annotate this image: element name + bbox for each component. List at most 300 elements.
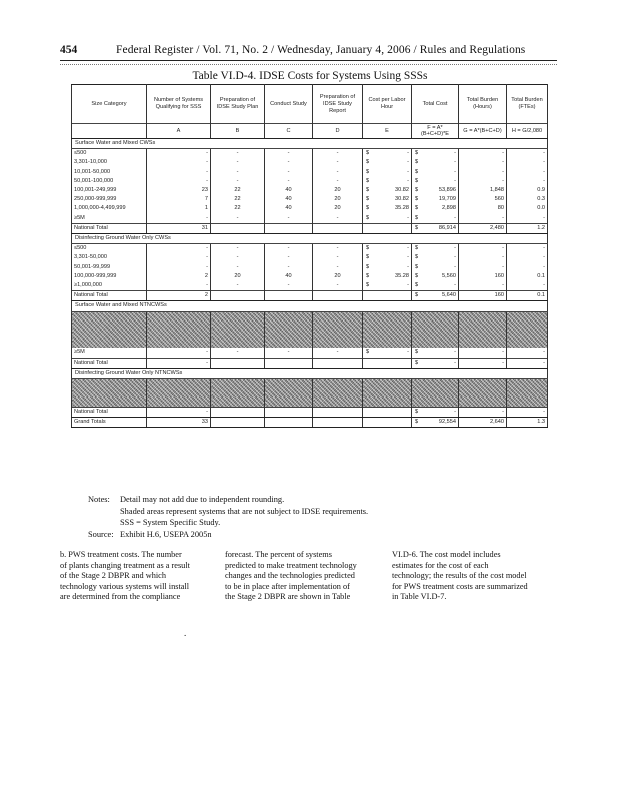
cell-value (414, 379, 456, 388)
empty-cell (363, 291, 412, 301)
table-cell (211, 339, 265, 348)
cell-value: 2,898 (442, 205, 456, 212)
table-cell (147, 388, 211, 397)
section-header: Disinfecting Ground Water Only NTNCWSs (72, 368, 548, 378)
grand-total-cell: 1.3 (507, 417, 548, 427)
size-category-cell: 1,000,000-4,499,999 (72, 204, 147, 213)
table-cell: - (507, 263, 548, 272)
dollar-sign: $ (366, 263, 370, 270)
empty-cell (313, 407, 363, 417)
table-cell: - (211, 348, 265, 358)
cell-value: - (407, 168, 409, 175)
empty-cell (363, 223, 412, 233)
total-label: National Total (72, 291, 147, 301)
column-letter: C (265, 124, 313, 139)
dollar-sign: $ (366, 214, 370, 221)
body-line: are determined from the compliance (60, 592, 181, 601)
dollar-sign: $ (415, 168, 419, 175)
table-cell (363, 244, 412, 254)
table-cell (412, 272, 459, 281)
column-header: Conduct Study (265, 85, 313, 124)
table-cell: 560 (459, 195, 507, 204)
table-cell: - (147, 177, 211, 186)
dollar-sign: $ (415, 177, 419, 184)
table-cell (147, 321, 211, 330)
cell-value (414, 397, 456, 406)
table-cell (265, 321, 313, 330)
table-row (72, 272, 548, 281)
dollar-sign: $ (415, 205, 419, 212)
note-line: Shaded areas represent systems that are not subject to IDSE requirements. (120, 506, 369, 516)
table-cell (313, 330, 363, 339)
section-total-row (72, 223, 548, 233)
cell-value: - (407, 150, 409, 157)
cell-value: 5,560 (442, 272, 456, 279)
table-cell (363, 186, 412, 195)
table-cell (412, 214, 459, 224)
cell-value (365, 312, 409, 321)
table-row (72, 195, 548, 204)
cell-value: - (454, 150, 456, 157)
total-cell: - (507, 407, 548, 417)
table-cell: - (265, 177, 313, 186)
table-row (72, 158, 548, 167)
table-cell (265, 330, 313, 339)
size-category-cell: ≥1,000,000 (72, 281, 147, 291)
dollar-sign: $ (366, 177, 370, 184)
table-cell: 0.9 (507, 186, 548, 195)
cell-value (365, 388, 409, 397)
table-cell (265, 311, 313, 321)
cell-value: 92,554 (438, 418, 456, 425)
table-cell: - (265, 348, 313, 358)
total-cell: - (507, 358, 548, 368)
table-cell (412, 149, 459, 159)
section-header-row (72, 301, 548, 311)
size-category-cell: ≥5M (72, 214, 147, 224)
header-rule (60, 60, 557, 61)
stray-mark: . (184, 628, 187, 638)
table-cell (211, 379, 265, 389)
total-label: National Total (72, 358, 147, 368)
header-rule-thin (60, 64, 557, 65)
table-cell: - (459, 244, 507, 254)
table-title: Table VI.D-4. IDSE Costs for Systems Using SSSs (192, 70, 428, 82)
cell-value (365, 339, 409, 348)
table-cell: 0.0 (507, 204, 548, 213)
total-cell: 2,480 (459, 223, 507, 233)
table-cell: 20 (211, 272, 265, 281)
column-letter (72, 124, 147, 139)
body-line: estimates for the cost of each (392, 560, 489, 570)
table-cell (363, 253, 412, 262)
body-line: of plants changing treatment as a result (60, 560, 190, 570)
size-category-cell: ≥5M (72, 348, 147, 358)
table-cell: - (211, 149, 265, 159)
table-cell: - (211, 214, 265, 224)
column-header: Total Cost (412, 85, 459, 124)
size-category-cell: 50,001-100,000 (72, 177, 147, 186)
dollar-sign: $ (366, 187, 370, 194)
table-cell (459, 339, 507, 348)
table-cell: - (265, 158, 313, 167)
dollar-sign: $ (415, 187, 419, 194)
cell-value: - (454, 282, 456, 289)
cell-value (365, 330, 409, 339)
table-cell: - (313, 281, 363, 291)
table-cell: - (147, 214, 211, 224)
table-cell (507, 339, 548, 348)
table-cell: 2 (147, 272, 211, 281)
table-cell (265, 397, 313, 407)
table-cell: 22 (211, 204, 265, 213)
table-cell: - (459, 177, 507, 186)
dollar-sign: $ (415, 282, 419, 289)
dollar-sign: $ (366, 168, 370, 175)
dollar-sign (366, 388, 369, 397)
table-cell: - (507, 253, 548, 262)
table-cell: - (313, 263, 363, 272)
table-cell (265, 339, 313, 348)
table-row (72, 311, 548, 321)
section-header-row (72, 368, 548, 378)
column-letter: F = A*(B+C+D)*E (412, 124, 459, 139)
dollar-sign (415, 339, 418, 348)
total-cell: - (459, 358, 507, 368)
dollar-sign (366, 312, 369, 321)
table-cell: - (265, 149, 313, 159)
size-category-cell: 100,000-999,999 (72, 272, 147, 281)
table-cell: - (265, 281, 313, 291)
table-cell: - (265, 214, 313, 224)
grand-total-cell: 2,640 (459, 417, 507, 427)
empty-cell (313, 291, 363, 301)
body-column-3 (392, 550, 544, 603)
dollar-sign: $ (415, 196, 419, 203)
dollar-sign (415, 397, 418, 406)
body-line: in Table VI.D-7. (392, 592, 447, 601)
section-header: Disinfecting Ground Water Only CWSs (72, 234, 548, 244)
page-number: 454 (60, 44, 78, 56)
dollar-sign: $ (366, 159, 370, 166)
table-row (72, 339, 548, 348)
dollar-sign: $ (415, 408, 419, 415)
cell-value: 53,896 (438, 187, 456, 194)
table-cell: 40 (265, 272, 313, 281)
table-cell: - (147, 263, 211, 272)
table-cell: - (313, 348, 363, 358)
dollar-sign: $ (415, 359, 419, 366)
table-cell (412, 388, 459, 397)
cell-value: - (454, 214, 456, 221)
section-total-row (72, 291, 548, 301)
table-cell: 23 (147, 186, 211, 195)
table-notes (88, 494, 548, 540)
size-category-cell (72, 311, 147, 321)
grand-total-cell: 33 (147, 417, 211, 427)
table-row (72, 348, 548, 358)
dollar-sign: $ (415, 224, 419, 231)
cell-value (414, 339, 456, 348)
cell-value: - (454, 177, 456, 184)
cell-value: - (454, 263, 456, 270)
table-cell (507, 397, 548, 407)
table-cell: 0.3 (507, 195, 548, 204)
size-category-cell: 3,301-10,000 (72, 158, 147, 167)
dollar-sign (415, 388, 418, 397)
cell-value: - (454, 408, 456, 415)
table-cell: - (459, 214, 507, 224)
size-category-cell: 3,301-50,000 (72, 253, 147, 262)
table-cell (363, 311, 412, 321)
column-letter: G = A*(B+C+D) (459, 124, 507, 139)
table-cell: 20 (313, 186, 363, 195)
running-head: Federal Register / Vol. 71, No. 2 / Wednesday, January 4, 2006 / Rules and Regulations (116, 44, 526, 56)
cell-value: - (407, 159, 409, 166)
grand-total-cell (412, 417, 459, 427)
dollar-sign: $ (415, 245, 419, 252)
table-cell (211, 388, 265, 397)
total-label: National Total (72, 223, 147, 233)
table-cell (313, 339, 363, 348)
note-line: SSS = System Specific Study. (120, 518, 221, 527)
table-cell (363, 388, 412, 397)
table-row (72, 168, 548, 177)
cell-value: - (454, 254, 456, 261)
empty-cell (313, 358, 363, 368)
size-category-cell (72, 397, 147, 407)
dollar-sign (415, 330, 418, 339)
note-line: Detail may not add due to independent rounding. (120, 495, 285, 504)
cell-value (365, 321, 409, 330)
section-header: Surface Water and Mixed NTNCWSs (72, 301, 548, 311)
table-cell (412, 186, 459, 195)
table-cell: - (211, 158, 265, 167)
table-row (72, 177, 548, 186)
table-cell: - (507, 348, 548, 358)
table-cell: - (313, 253, 363, 262)
table-cell: 40 (265, 204, 313, 213)
table-cell (313, 388, 363, 397)
dollar-sign: $ (366, 254, 370, 261)
total-cell: - (147, 407, 211, 417)
body-column-2 (225, 550, 377, 603)
table-cell (211, 321, 265, 330)
table-cell (459, 311, 507, 321)
table-row (72, 379, 548, 389)
cell-value (365, 379, 409, 388)
column-header: Preparation of IDSE Study Report (313, 85, 363, 124)
column-letter: A (147, 124, 211, 139)
table-cell (147, 379, 211, 389)
total-cell (412, 291, 459, 301)
table-cell (363, 195, 412, 204)
table-cell: - (313, 244, 363, 254)
dollar-sign: $ (366, 245, 370, 252)
table-cell: - (507, 281, 548, 291)
table-cell (459, 397, 507, 407)
empty-cell (363, 407, 412, 417)
column-letter: D (313, 124, 363, 139)
table-cell: - (211, 244, 265, 254)
table-cell (363, 158, 412, 167)
table-cell (412, 158, 459, 167)
dollar-sign: $ (366, 349, 370, 356)
dollar-sign: $ (415, 263, 419, 270)
column-formula-row (72, 124, 548, 139)
table-cell (507, 330, 548, 339)
cell-value: 5,640 (442, 292, 456, 299)
table-cell (412, 253, 459, 262)
table-cell: 40 (265, 186, 313, 195)
table-cell (211, 330, 265, 339)
table-cell: - (265, 168, 313, 177)
column-header-row (72, 85, 548, 124)
table-cell: - (459, 253, 507, 262)
dollar-sign (366, 330, 369, 339)
table-cell: - (459, 149, 507, 159)
empty-cell (265, 417, 313, 427)
grand-total-row (72, 417, 548, 427)
table-cell (459, 388, 507, 397)
cell-value (414, 388, 456, 397)
dollar-sign (415, 379, 418, 388)
table-cell: - (459, 348, 507, 358)
table-cell (412, 348, 459, 358)
size-category-cell: 50,001-99,999 (72, 263, 147, 272)
total-cell: - (459, 407, 507, 417)
size-category-cell (72, 330, 147, 339)
table-cell (363, 379, 412, 389)
body-line: forecast. The percent of systems (225, 550, 332, 559)
cell-value: - (454, 359, 456, 366)
cell-value (365, 397, 409, 406)
table-cell (412, 244, 459, 254)
table-cell: 20 (313, 195, 363, 204)
dollar-sign: $ (366, 272, 370, 279)
table-cell (363, 204, 412, 213)
table-row (72, 281, 548, 291)
table-cell: - (507, 177, 548, 186)
grand-total-label: Grand Totals (72, 417, 147, 427)
dollar-sign (366, 397, 369, 406)
table-cell: - (459, 281, 507, 291)
table-cell (412, 177, 459, 186)
size-category-cell: 100,001-249,999 (72, 186, 147, 195)
column-letter: H = G/2,080 (507, 124, 548, 139)
dollar-sign: $ (366, 150, 370, 157)
body-line: changes and the technologies predicted (225, 571, 355, 580)
body-column-1 (60, 550, 212, 603)
table-row (72, 214, 548, 224)
total-cell: 0.1 (507, 291, 548, 301)
cell-value: 86,914 (438, 224, 456, 231)
dollar-sign (415, 312, 418, 321)
column-header: Total Burden (FTEs) (507, 85, 548, 124)
table-cell (412, 195, 459, 204)
table-cell (363, 149, 412, 159)
table-cell (412, 330, 459, 339)
body-line: VI.D-6. The cost model includes (392, 550, 501, 559)
table-cell (211, 397, 265, 407)
table-cell: - (459, 158, 507, 167)
table-cell (265, 379, 313, 389)
body-line: the Stage 2 DBPR are shown in Table (225, 592, 351, 601)
table-cell (412, 204, 459, 213)
cell-value: - (407, 254, 409, 261)
body-line: to be in place after implementation of (225, 581, 350, 591)
table-cell (412, 339, 459, 348)
total-cell (412, 407, 459, 417)
table-cell: 80 (459, 204, 507, 213)
table-cell: 20 (313, 272, 363, 281)
empty-cell (363, 358, 412, 368)
table-cell: - (265, 263, 313, 272)
column-header: Cost per Labor Hour (363, 85, 412, 124)
table-cell: - (313, 177, 363, 186)
table-cell: 1 (147, 204, 211, 213)
empty-cell (211, 358, 265, 368)
table-cell (147, 311, 211, 321)
table-row (72, 330, 548, 339)
size-category-cell: 10,001-50,000 (72, 168, 147, 177)
total-cell (412, 223, 459, 233)
dollar-sign: $ (415, 159, 419, 166)
table-cell (265, 388, 313, 397)
table-cell (459, 321, 507, 330)
table-cell: 40 (265, 195, 313, 204)
cell-value (414, 312, 456, 321)
cell-value: 35.28 (395, 272, 409, 279)
table-cell (507, 321, 548, 330)
column-header: Number of Systems Qualifying for SSS (147, 85, 211, 124)
table-cell (363, 339, 412, 348)
table-cell: - (211, 281, 265, 291)
table-cell: - (507, 168, 548, 177)
cell-value: - (407, 263, 409, 270)
table-row (72, 253, 548, 262)
dollar-sign: $ (415, 292, 419, 299)
column-header: Total Burden (Hours) (459, 85, 507, 124)
table-row (72, 244, 548, 254)
table-cell (412, 321, 459, 330)
table-cell (363, 168, 412, 177)
table-cell (363, 397, 412, 407)
empty-cell (211, 223, 265, 233)
table-cell (363, 177, 412, 186)
column-header: Preparation of IDSE Study Plan (211, 85, 265, 124)
table-cell (147, 339, 211, 348)
cell-value: 35.28 (395, 205, 409, 212)
size-category-cell: ≤500 (72, 149, 147, 159)
table-cell: - (147, 158, 211, 167)
table-row (72, 263, 548, 272)
size-category-cell (72, 388, 147, 397)
section-total-row (72, 407, 548, 417)
dollar-sign (366, 321, 369, 330)
table-cell (363, 330, 412, 339)
table-cell: 20 (313, 204, 363, 213)
table-cell: - (265, 253, 313, 262)
column-letter: E (363, 124, 412, 139)
table-cell: - (147, 244, 211, 254)
size-category-cell (72, 379, 147, 389)
table-cell: - (211, 168, 265, 177)
section-header-row (72, 234, 548, 244)
table-cell (412, 379, 459, 389)
total-cell: - (147, 358, 211, 368)
cell-value: - (407, 282, 409, 289)
